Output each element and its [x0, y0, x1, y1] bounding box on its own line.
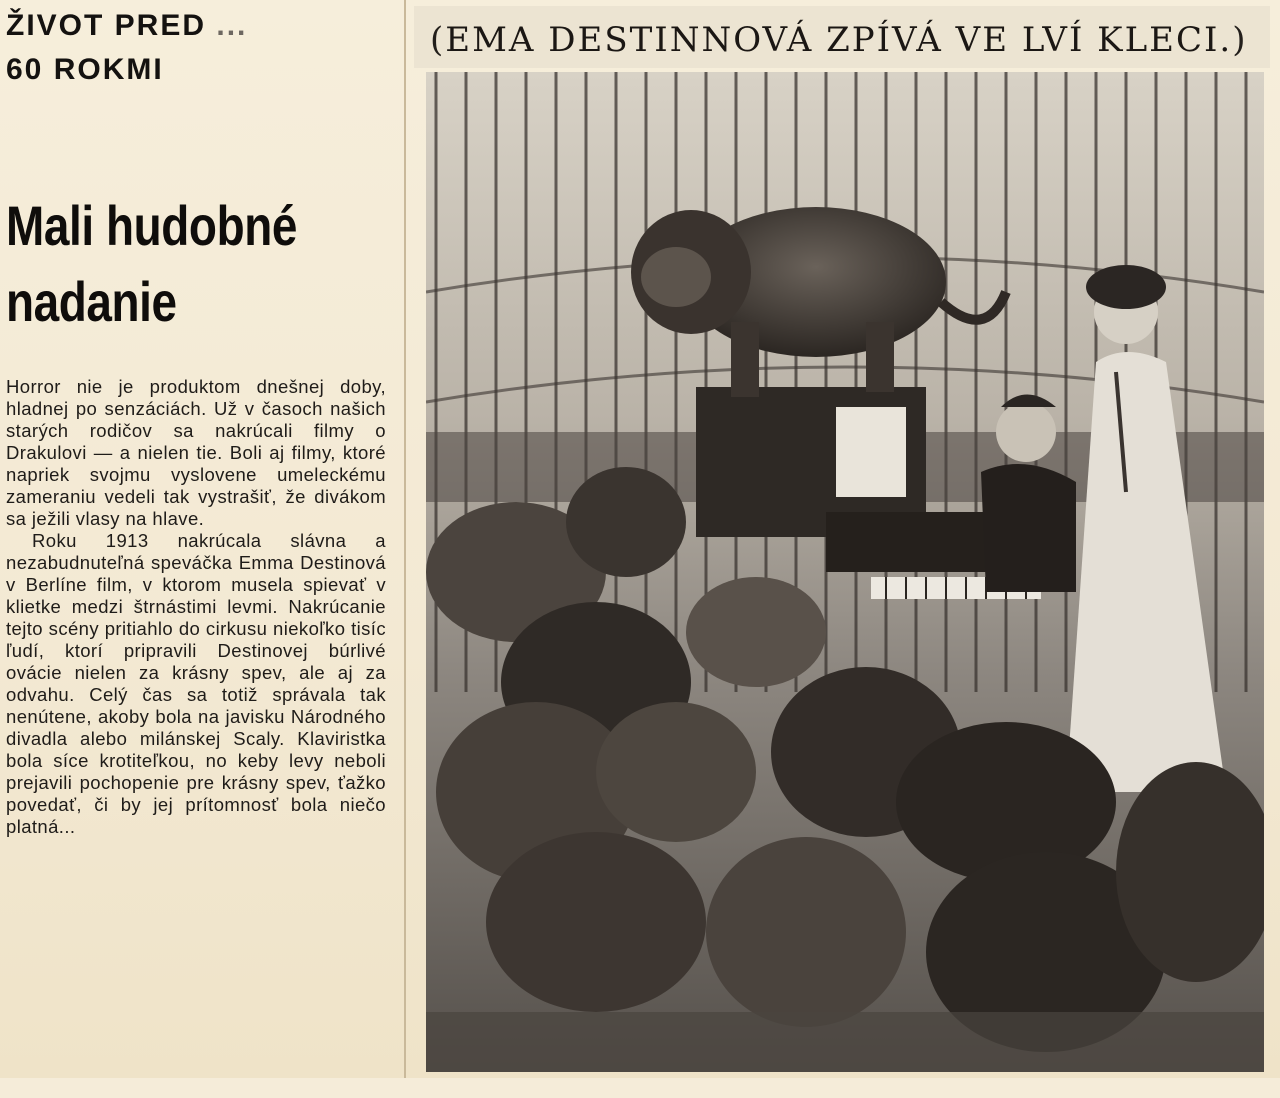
- cage-floor: [426, 1012, 1264, 1072]
- caption-close: ): [1232, 20, 1248, 60]
- illustration-caption: [430, 20, 1260, 60]
- illustration-drawing: [426, 72, 1264, 1072]
- sheet-music: [836, 407, 906, 497]
- lion-cage-illustration: [426, 72, 1264, 1072]
- article-body: [6, 376, 386, 838]
- paragraph-2: Roku 1913 nakrúcala slávna a nezabudnuteľná speváčka Emma Destinová v Berlíne film, v ktorom musela spievať v klietke medzi štrnástimi levmi. Nakrúcanie tejto scény pritiahlo do cirkusu niekoľko tisíc ľudí, ktorí pripravili Destinovej búrlivé ovácie nielen za krásny spev, ale aj za odvahu. Celý čas sa totiž správala tak nenútene, akoby bola na javisku Národného divadla alebo milánskej Scaly. Klaviristka bola síce krotiteľkou, no keby levy neboli prejavili pochopenie pre krásny spev, ťažko povedať, či by jej prítomnosť bola niečo platná...: [6, 530, 386, 837]
- caption-strip: [414, 6, 1270, 68]
- kicker-line-2: 60 ROKMI: [6, 53, 164, 86]
- caption-open: (: [430, 20, 446, 60]
- headline-line-2: nadanie: [6, 270, 177, 333]
- kicker-dots: ...: [216, 9, 248, 42]
- kicker-line-1: [6, 4, 386, 48]
- kicker-text: ŽIVOT PRED: [6, 9, 207, 42]
- headline-line-1: Mali hudobné: [6, 194, 297, 257]
- caption-text: EMA DESTINNOVÁ ZPÍVÁ VE LVÍ KLECI.: [445, 20, 1233, 60]
- illustration-panel: [414, 0, 1270, 1078]
- article-column: [0, 0, 404, 1078]
- column-divider: [404, 0, 406, 1078]
- article-headline: [6, 188, 327, 340]
- paragraph-1: Horror nie je produktom dnešnej doby, hladnej po senzáciách. Už v časoch našich starých rodičov sa nakrúcali filmy o Drakulovi — a nielen tie. Boli aj filmy, ktoré napriek svojmu vyslovene umeleckému zameraniu vedeli tak vystrašiť, že divákom sa ježili vlasy na hlave.: [6, 376, 386, 529]
- section-kicker: [6, 4, 386, 92]
